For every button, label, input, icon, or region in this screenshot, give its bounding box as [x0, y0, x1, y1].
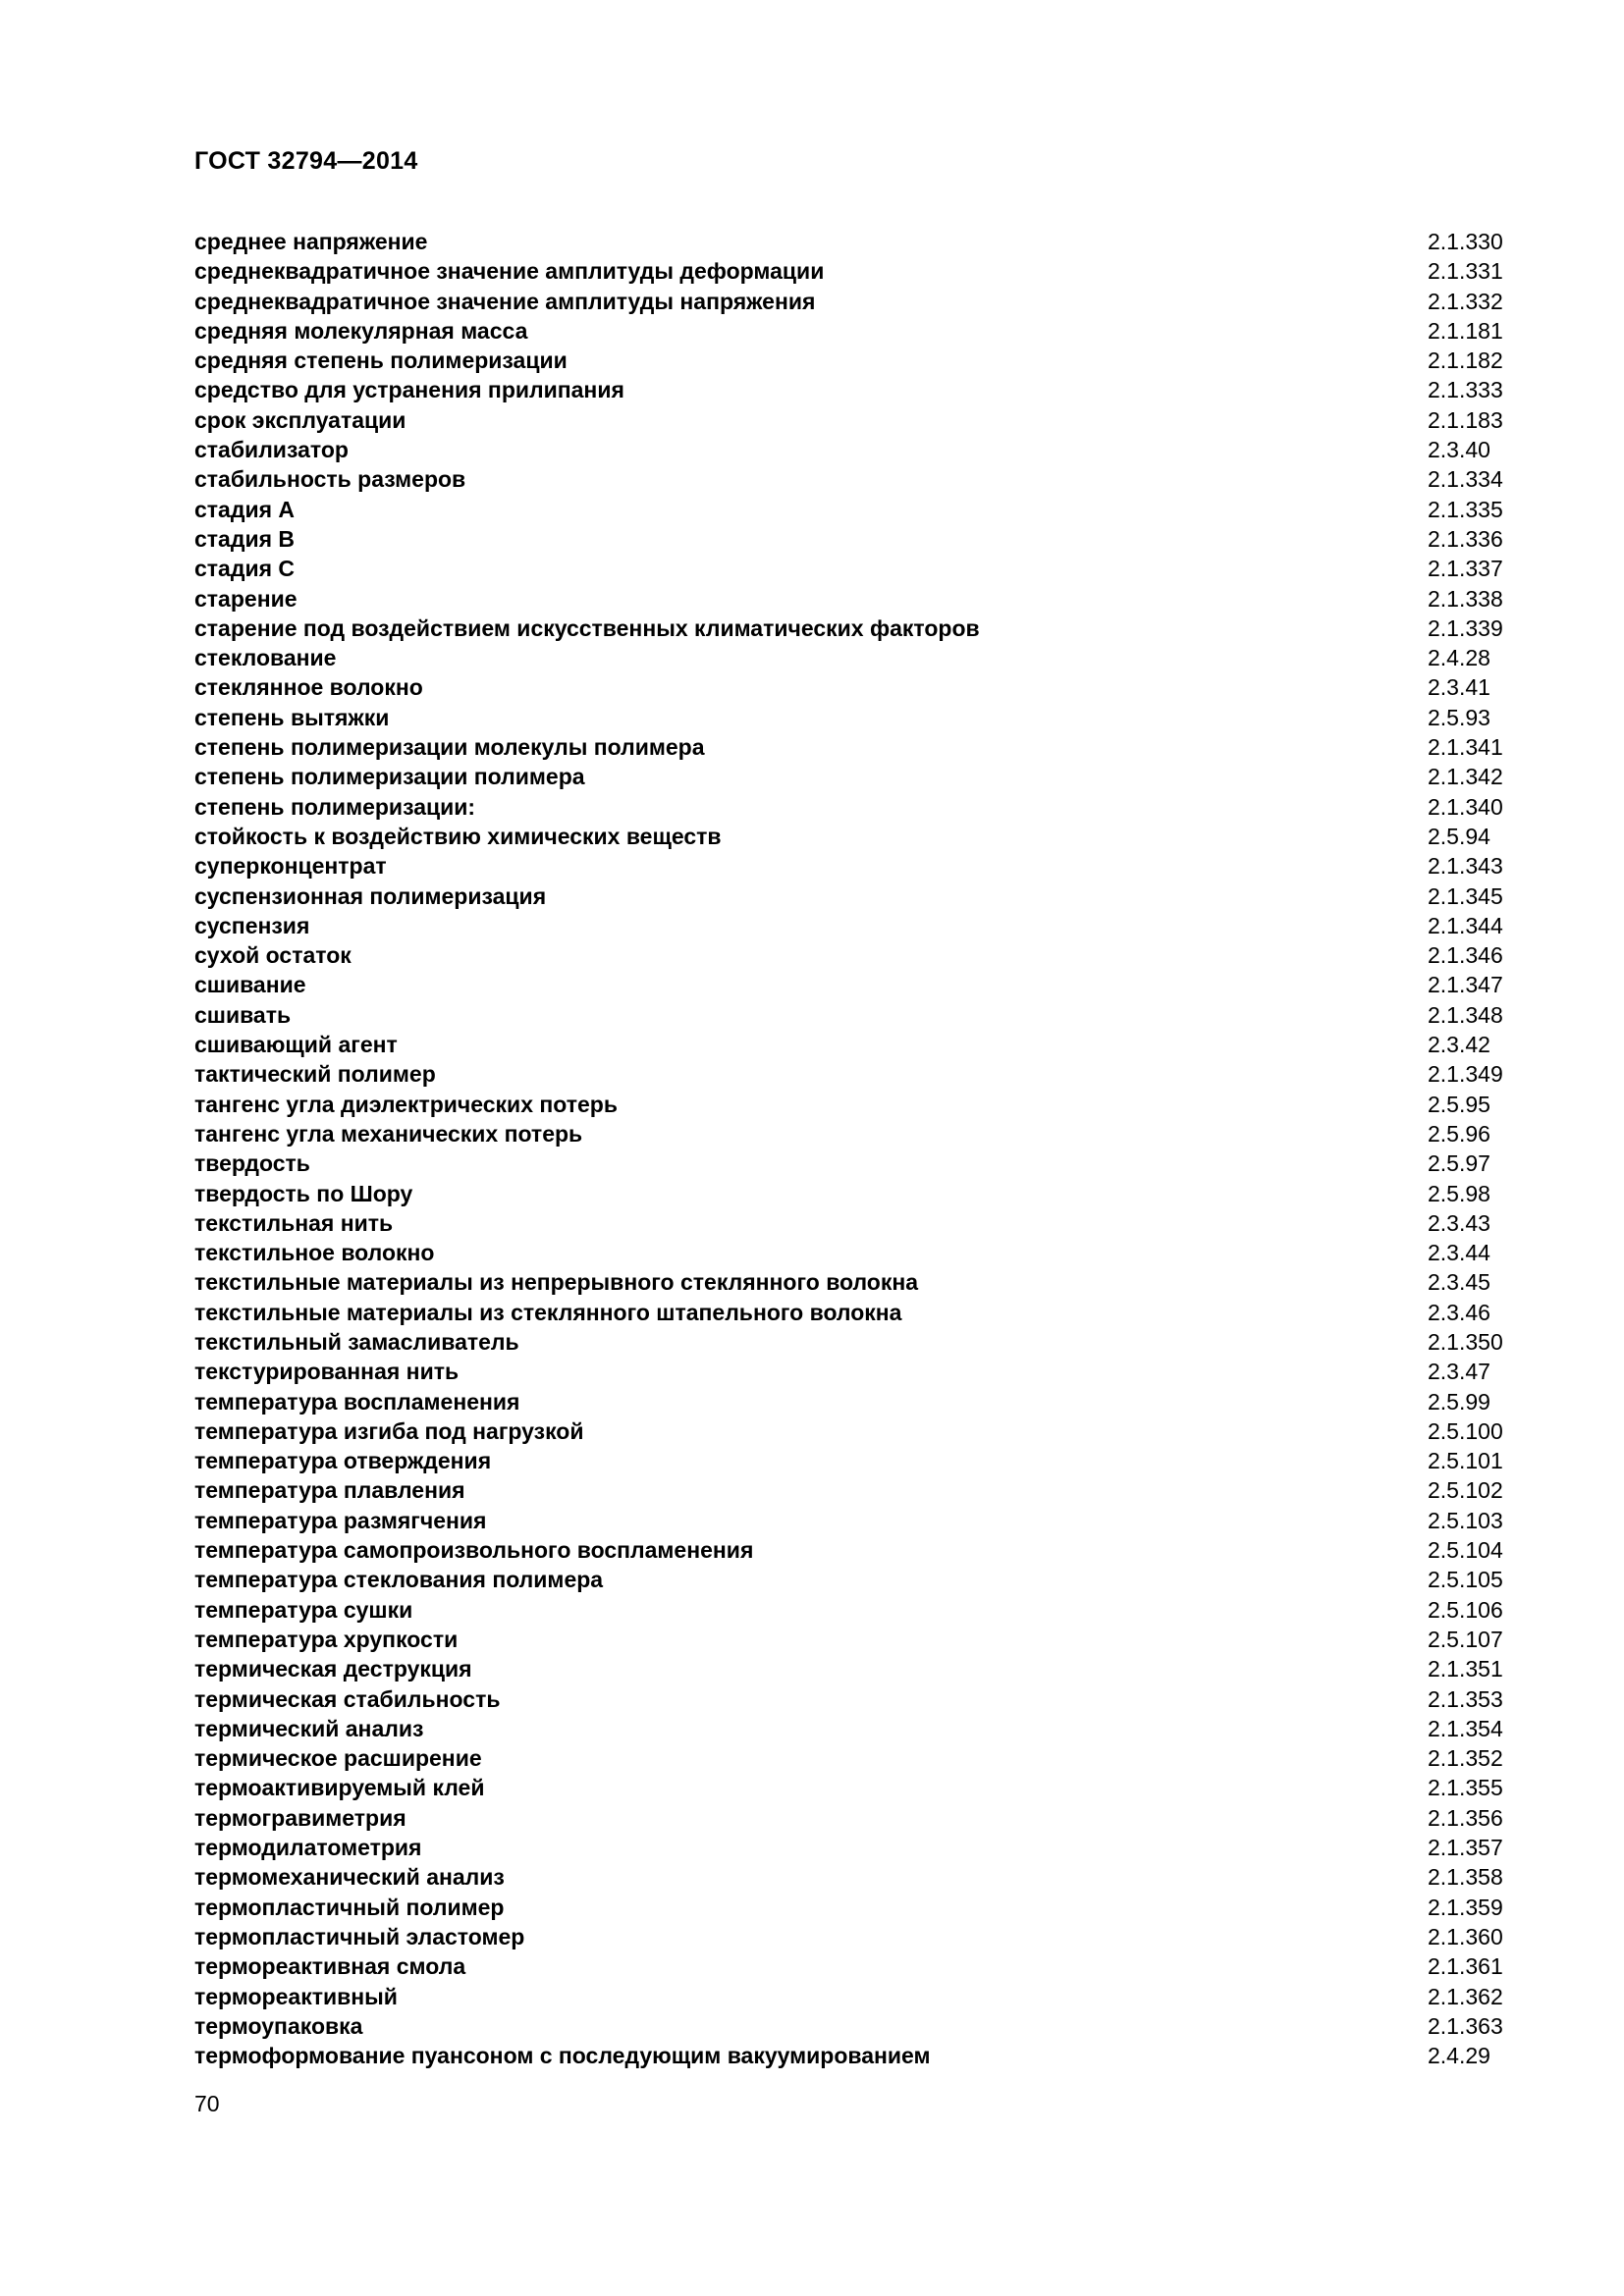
index-reference: 2.5.100 [1428, 1417, 1503, 1444]
page-number: 70 [194, 2091, 220, 2116]
index-entry [194, 1714, 1510, 1743]
index-term: стадия В [194, 525, 296, 552]
index-entry [194, 1327, 1510, 1357]
index-term: степень полимеризации молекулы полимера [194, 734, 705, 761]
index-entry [194, 1298, 1510, 1327]
document-header: ГОСТ 32794—2014 [194, 147, 418, 175]
index-term: термоупаковка [194, 2012, 363, 2039]
index-entry [194, 1208, 1510, 1238]
index-entry [194, 524, 1510, 554]
index-entry [194, 822, 1510, 851]
index-reference: 2.1.342 [1428, 764, 1503, 790]
index-reference: 2.1.341 [1428, 734, 1503, 761]
index-reference: 2.1.334 [1428, 466, 1503, 493]
index-reference: 2.3.41 [1428, 674, 1490, 701]
index-reference: 2.1.352 [1428, 1745, 1503, 1772]
index-reference: 2.5.106 [1428, 1596, 1503, 1623]
index-term: текстильные материалы из непрерывного стеклянного волокна [194, 1269, 919, 1296]
index-reference: 2.1.346 [1428, 942, 1503, 969]
index-reference: 2.1.358 [1428, 1864, 1503, 1891]
index-term: среднее напряжение [194, 229, 428, 254]
index-term: температура изгиба под нагрузкой [194, 1417, 584, 1444]
index-reference: 2.1.359 [1428, 1894, 1503, 1920]
index-reference: 2.3.40 [1428, 437, 1490, 463]
index-term: термоформование пуансоном с последующим вакуумированием [194, 2043, 931, 2069]
index-reference: 2.3.47 [1428, 1359, 1490, 1385]
index-term: температура плавления [194, 1477, 465, 1504]
index-entry [194, 1030, 1510, 1059]
index-entry [194, 375, 1510, 404]
index-entry [194, 1743, 1510, 1773]
index-entry [194, 287, 1510, 316]
index-term: текстурированная нить [194, 1359, 460, 1385]
index-entry [194, 1238, 1510, 1267]
index-term: температура отверждения [194, 1448, 492, 1474]
index-reference: 2.5.99 [1428, 1388, 1490, 1415]
index-entry [194, 464, 1510, 494]
index-reference: 2.3.45 [1428, 1269, 1490, 1296]
index-entry [194, 792, 1510, 822]
index-reference: 2.1.357 [1428, 1835, 1503, 1861]
index-reference: 2.1.181 [1428, 317, 1503, 344]
index-reference: 2.5.105 [1428, 1567, 1503, 1593]
index-entry [194, 1951, 1510, 1981]
index-entry [194, 911, 1510, 940]
index-term: степень полимеризации полимера [194, 764, 585, 790]
index-term: старение [194, 585, 298, 612]
index-term: среднеквадратичное значение амплитуды напряжения [194, 288, 816, 314]
index-term: температура воспламенения [194, 1388, 520, 1415]
index-reference: 2.5.98 [1428, 1180, 1490, 1206]
index-reference: 2.5.95 [1428, 1091, 1490, 1117]
index-entry [194, 1982, 1510, 2011]
index-term: средняя степень полимеризации [194, 347, 568, 374]
index-reference: 2.1.330 [1428, 229, 1503, 254]
index-term: стадия С [194, 556, 296, 582]
index-term: термический анализ [194, 1715, 424, 1741]
index-entry [194, 227, 1510, 256]
index-term: стеклование [194, 645, 337, 671]
index-term: суспензионная полимеризация [194, 882, 547, 909]
index-reference: 2.4.28 [1428, 645, 1490, 671]
index-entry [194, 346, 1510, 375]
index-term: термическая деструкция [194, 1656, 472, 1682]
index-entry [194, 672, 1510, 702]
index-term: текстильные материалы из стеклянного штапельного волокна [194, 1299, 902, 1325]
index-entry [194, 1893, 1510, 1922]
index-term: твердость [194, 1150, 310, 1177]
index-reference: 2.1.183 [1428, 406, 1503, 433]
index-entry [194, 1833, 1510, 1862]
index-term: степень вытяжки [194, 704, 390, 730]
index-term: суперконцентрат [194, 853, 387, 880]
index-term: среднеквадратичное значение амплитуды деформации [194, 258, 825, 285]
term-index-list [194, 227, 1510, 2070]
index-term: термодилатометрия [194, 1835, 422, 1861]
index-term: сшивать [194, 1001, 292, 1028]
index-reference: 2.1.337 [1428, 556, 1503, 582]
index-term: температура хрупкости [194, 1626, 459, 1652]
index-reference: 2.5.96 [1428, 1120, 1490, 1147]
index-entry [194, 1654, 1510, 1683]
index-entry [194, 435, 1510, 464]
index-term: сухой остаток [194, 942, 352, 969]
index-reference: 2.5.107 [1428, 1626, 1503, 1652]
index-entry [194, 732, 1510, 762]
index-entry [194, 316, 1510, 346]
index-entry [194, 1179, 1510, 1208]
index-entry [194, 1773, 1510, 1802]
index-entry [194, 1119, 1510, 1148]
index-reference: 2.1.350 [1428, 1328, 1503, 1355]
index-term: текстильное волокно [194, 1240, 435, 1266]
index-reference: 2.1.338 [1428, 585, 1503, 612]
index-entry [194, 1090, 1510, 1119]
index-term: стадия А [194, 496, 296, 522]
index-entry [194, 1357, 1510, 1386]
index-reference: 2.1.363 [1428, 2012, 1503, 2039]
index-reference: 2.1.335 [1428, 496, 1503, 522]
index-entry [194, 256, 1510, 286]
index-reference: 2.1.331 [1428, 258, 1503, 285]
index-reference: 2.1.351 [1428, 1656, 1503, 1682]
index-term: термомеханический анализ [194, 1864, 505, 1891]
index-term: сшивающий агент [194, 1032, 398, 1058]
index-term: твердость по Шору [194, 1180, 413, 1206]
index-term: старение под воздействием искусственных климатических факторов [194, 614, 980, 641]
index-entry [194, 405, 1510, 435]
index-term: средство для устранения прилипания [194, 377, 624, 403]
index-reference: 2.5.102 [1428, 1477, 1503, 1504]
index-term: сшивание [194, 972, 306, 998]
index-term: тангенс угла механических потерь [194, 1120, 583, 1147]
index-reference: 2.1.345 [1428, 882, 1503, 909]
index-entry [194, 1148, 1510, 1178]
index-reference: 2.3.43 [1428, 1209, 1490, 1236]
index-entry [194, 1506, 1510, 1535]
index-reference: 2.1.343 [1428, 853, 1503, 880]
index-reference: 2.1.360 [1428, 1923, 1503, 1949]
index-term: термическая стабильность [194, 1685, 501, 1712]
index-entry [194, 2011, 1510, 2041]
index-entry [194, 1862, 1510, 1892]
index-term: текстильная нить [194, 1209, 394, 1236]
index-entry [194, 1446, 1510, 1475]
index-reference: 2.1.355 [1428, 1775, 1503, 1801]
index-reference: 2.5.101 [1428, 1448, 1503, 1474]
index-term: тангенс угла диэлектрических потерь [194, 1091, 618, 1117]
index-entry [194, 1684, 1510, 1714]
index-reference: 2.3.46 [1428, 1299, 1490, 1325]
index-reference: 2.1.344 [1428, 912, 1503, 938]
index-entry [194, 495, 1510, 524]
index-term: температура стеклования полимера [194, 1567, 604, 1593]
index-entry [194, 1625, 1510, 1654]
index-reference: 2.4.29 [1428, 2043, 1490, 2069]
index-entry [194, 1922, 1510, 1951]
index-term: степень полимеризации: [194, 793, 476, 820]
index-reference: 2.5.94 [1428, 823, 1490, 849]
index-reference: 2.5.104 [1428, 1537, 1503, 1564]
index-term: температура размягчения [194, 1507, 487, 1533]
index-entry [194, 1803, 1510, 1833]
index-entry [194, 703, 1510, 732]
index-reference: 2.1.333 [1428, 377, 1503, 403]
index-term: термореактивная смола [194, 1953, 466, 1980]
index-term: стабилизатор [194, 437, 349, 463]
index-reference: 2.1.348 [1428, 1001, 1503, 1028]
index-entry [194, 1565, 1510, 1594]
index-reference: 2.1.362 [1428, 1983, 1503, 2009]
index-entry [194, 1475, 1510, 1505]
index-entry [194, 1000, 1510, 1030]
index-reference: 2.1.340 [1428, 793, 1503, 820]
index-term: термическое расширение [194, 1745, 482, 1772]
index-reference: 2.1.339 [1428, 614, 1503, 641]
index-entry [194, 554, 1510, 583]
index-entry [194, 1059, 1510, 1089]
index-reference: 2.3.42 [1428, 1032, 1490, 1058]
index-entry [194, 1267, 1510, 1297]
index-term: термопластичный полимер [194, 1894, 505, 1920]
index-entry [194, 1535, 1510, 1565]
index-reference: 2.5.97 [1428, 1150, 1490, 1177]
index-term: термоактивируемый клей [194, 1775, 485, 1801]
index-term: температура сушки [194, 1596, 413, 1623]
index-reference: 2.3.44 [1428, 1240, 1490, 1266]
index-term: стойкость к воздействию химических веществ [194, 823, 722, 849]
index-entry [194, 940, 1510, 970]
index-term: срок эксплуатации [194, 406, 406, 433]
index-term: средняя молекулярная масса [194, 317, 528, 344]
index-term: стабильность размеров [194, 466, 466, 493]
index-term: термопластичный эластомер [194, 1923, 525, 1949]
index-entry [194, 614, 1510, 643]
index-entry [194, 584, 1510, 614]
index-reference: 2.5.103 [1428, 1507, 1503, 1533]
index-reference: 2.1.354 [1428, 1715, 1503, 1741]
index-entry [194, 2041, 1510, 2070]
index-reference: 2.1.182 [1428, 347, 1503, 374]
index-reference: 2.1.349 [1428, 1061, 1503, 1088]
index-entry [194, 970, 1510, 999]
index-term: суспензия [194, 912, 310, 938]
index-term: термогравиметрия [194, 1804, 406, 1831]
index-reference: 2.1.336 [1428, 525, 1503, 552]
index-term: термореактивный [194, 1983, 398, 2009]
index-reference: 2.1.347 [1428, 972, 1503, 998]
index-reference: 2.1.361 [1428, 1953, 1503, 1980]
index-entry [194, 643, 1510, 672]
index-entry [194, 762, 1510, 791]
index-reference: 2.1.353 [1428, 1685, 1503, 1712]
index-reference: 2.5.93 [1428, 704, 1490, 730]
index-term: тактический полимер [194, 1061, 436, 1088]
index-term: стеклянное волокно [194, 674, 423, 701]
index-entry [194, 1387, 1510, 1416]
index-term: температура самопроизвольного воспламенения [194, 1537, 754, 1564]
index-entry [194, 1416, 1510, 1446]
index-reference: 2.1.332 [1428, 288, 1503, 314]
index-entry [194, 1595, 1510, 1625]
index-term: текстильный замасливатель [194, 1328, 519, 1355]
index-entry [194, 851, 1510, 881]
index-entry [194, 881, 1510, 911]
index-reference: 2.1.356 [1428, 1804, 1503, 1831]
